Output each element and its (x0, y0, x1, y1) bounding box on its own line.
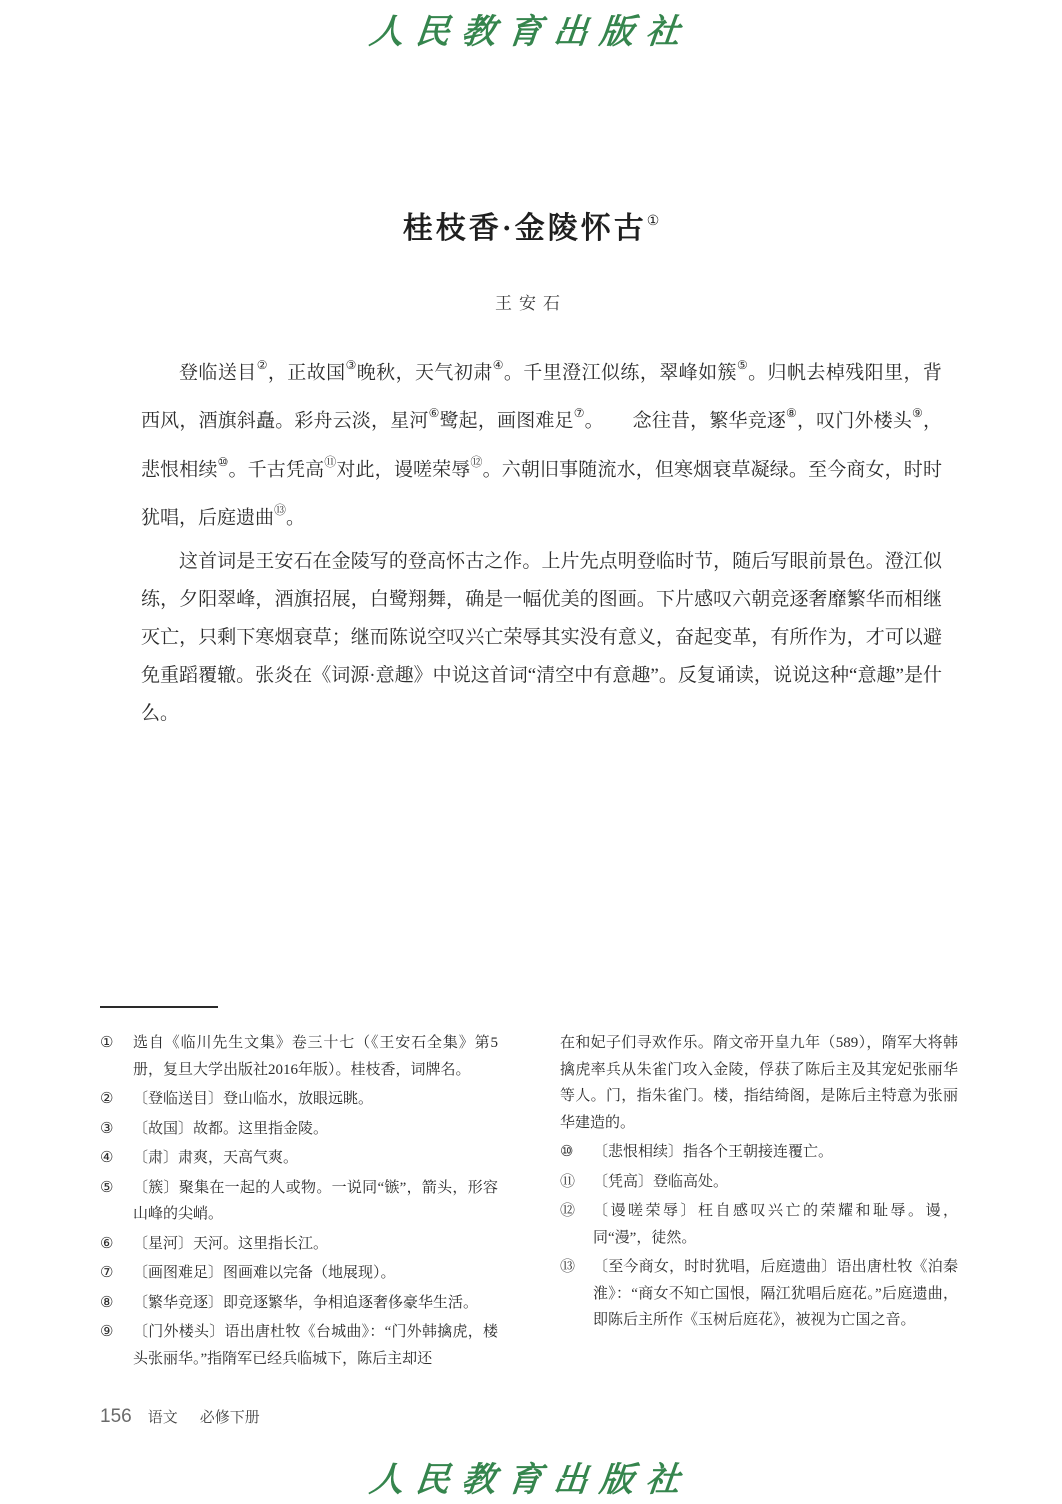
footnote-text: 选自《临川先生文集》卷三十七（《王安石全集》第5册，复旦大学出版社2016年版）。桂枝香，词牌名。 (133, 1035, 498, 1078)
poem-author: 王安石 (495, 294, 567, 313)
page-footer (100, 1406, 260, 1428)
footnotes-left-column (100, 1030, 498, 1375)
footnote-text: 〔繁华竞逐〕即竞逐繁华，争相追逐奢侈豪华生活。 (133, 1294, 479, 1311)
footnote-item (100, 1086, 498, 1113)
publisher-logo-top: 人民教育出版社 (367, 14, 694, 51)
footnote-text: 〔凭高〕登临高处。 (593, 1173, 729, 1190)
footnote-ref: ⑦ (573, 406, 585, 421)
footnote-item (100, 1231, 498, 1258)
poem-title (0, 203, 1062, 247)
poem-text-segment: 。千古凭高 (228, 458, 325, 480)
footnote-ref: ② (256, 358, 268, 372)
footnote-ref: ⑧ (786, 406, 797, 421)
footnote-item (100, 1145, 498, 1172)
title-footnote-ref: ① (646, 214, 660, 229)
footnotes-section (100, 1006, 958, 1375)
footnote-marker: ⑨ (100, 1324, 114, 1340)
footnote-text: 〔至今商女，时时犹唱，后庭遗曲〕语出唐杜牧《泊秦淮》：“商女不知亡国恨，隔江犹唱后庭花。”后庭遗曲，即陈后主所作《玉树后庭花》，被视为亡国之音。 (593, 1259, 958, 1328)
footnote-text: 〔故国〕故都。这里指金陵。 (133, 1120, 329, 1137)
footnotes-right-column (560, 1030, 958, 1375)
footnote-text: 〔门外楼头〕语出唐杜牧《台城曲》：“门外韩擒虎，楼头张丽华。”指隋军已经兵临城下，陈后主却还 (133, 1324, 498, 1367)
footnote-text: 〔画图难足〕图画难以完备（地展现）。 (133, 1265, 396, 1281)
footnote-text: 〔悲恨相续〕指各个王朝接连覆亡。 (593, 1144, 834, 1160)
poem-text-segment: 。归帆去棹残阳里，背西风，酒旗斜矗。彩舟云淡，星河 (141, 362, 942, 432)
footnote-item (100, 1260, 498, 1287)
footnote-marker: ⑪ (560, 1173, 576, 1190)
footnote-ref: ⑤ (736, 358, 749, 372)
poem-text-segment: 对此，谩嗟荣辱 (336, 458, 471, 480)
footnote-marker: ⑬ (560, 1259, 576, 1275)
footnote-marker: ① (100, 1035, 114, 1051)
footnote-item (560, 1139, 958, 1166)
poem-text-segment: 晚秋，天气初肃 (356, 362, 493, 384)
poem-text-segment: 登临送目 (179, 362, 257, 384)
poem-text-segment: ，悲恨相续 (141, 410, 942, 480)
footnote-ref: ⑬ (274, 502, 287, 517)
footnote-item (560, 1198, 958, 1251)
footnote-columns (100, 1030, 958, 1375)
poem-text-segment: ，叹门外楼头 (796, 410, 913, 432)
footnote-marker: ⑩ (560, 1144, 574, 1160)
footnote-text: 〔登临送目〕登山临水，放眼远眺。 (133, 1091, 374, 1107)
poem-text-segment: ，正故国 (267, 362, 346, 384)
footnote-item (100, 1290, 498, 1317)
poem-text-segment: 。千里澄江似练，翠峰如簇 (503, 362, 737, 384)
commentary-paragraph: 这首词是王安石在金陵写的登高怀古之作。上片先点明登临时节，随后写眼前景色。澄江似练，夕阳翠峰，酒旗招展，白鹭翔舞，确是一幅优美的图画。下片感叹六朝竞逐奢靡繁华而相继灭亡，只剩下寒烟衰草；继而陈说空叹兴亡荣辱其实没有意义，奋起变革，有所作为，才可以避免重蹈覆辙。张炎在《词源·意趣》中说这首词“清空中有意趣”。反复诵读，说说这种“意趣”是什么。 (141, 551, 942, 724)
footnote-marker: ⑧ (100, 1294, 114, 1311)
poem-text-segment: 。 (286, 507, 306, 529)
footnote-ref: ⑨ (912, 406, 923, 421)
footnote-text: 〔谩嗟荣辱〕枉自感叹兴亡的荣耀和耻辱。谩，同“漫”，徒然。 (593, 1203, 958, 1246)
footnote-text: 〔肃〕肃爽，天高气爽。 (133, 1150, 299, 1166)
footnote-marker: ⑦ (100, 1265, 114, 1281)
footnote-marker: ⑤ (100, 1179, 114, 1196)
publisher-logo-bottom: 人民教育出版社 (367, 1462, 694, 1499)
footnote-item (100, 1319, 498, 1372)
footnote-text: 在和妃子们寻欢作乐。隋文帝开皇九年（589），隋军大将韩擒虎率兵从朱雀门攻入金陵，俘获了陈后主及其宠妃张丽华等人。门，指朱雀门。楼，指结绮阁，是陈后主特意为张丽华建造的。 (560, 1035, 958, 1131)
footnote-ref: ⑩ (217, 454, 229, 469)
footnote-marker: ③ (100, 1120, 114, 1137)
footer-subject: 语文 (147, 1410, 178, 1426)
footnote-ref: ③ (345, 358, 357, 372)
poem-text-segment: 鹭起，画图难足 (439, 410, 574, 432)
footnote-ref: ⑪ (324, 454, 337, 469)
footnote-item (100, 1175, 498, 1228)
footnote-text: 〔簇〕聚集在一起的人或物。一说同“镞”，箭头，形容山峰的尖峭。 (133, 1179, 498, 1222)
poem-text-segment: 。 念往昔，繁华竞逐 (584, 410, 787, 432)
footer-volume: 必修下册 (199, 1410, 260, 1426)
page-number: 156 (100, 1406, 132, 1427)
footnote-item (560, 1169, 958, 1196)
footnote-ref: ⑫ (470, 454, 483, 469)
footnote-marker: ② (100, 1091, 114, 1107)
footnote-item (560, 1254, 958, 1334)
footnote-item (100, 1116, 498, 1143)
footnote-divider (100, 1006, 218, 1008)
footnote-text: 〔星河〕天河。这里指长江。 (133, 1235, 329, 1252)
footnote-marker: ④ (100, 1150, 114, 1166)
poem-body (141, 346, 942, 539)
footnote-ref: ④ (492, 358, 504, 372)
footnote-ref: ⑥ (428, 406, 440, 421)
poem-title-text: 桂枝香·金陵怀古 (402, 212, 647, 245)
footnote-marker: ⑥ (100, 1235, 114, 1252)
footnote-item (100, 1030, 498, 1083)
footnote-marker: ⑫ (560, 1203, 576, 1219)
footnote-continuation (560, 1030, 958, 1136)
poem-text-segment: 。六朝旧事随流水，但寒烟衰草凝绿。至今商女，时时犹唱，后庭遗曲 (141, 458, 942, 529)
